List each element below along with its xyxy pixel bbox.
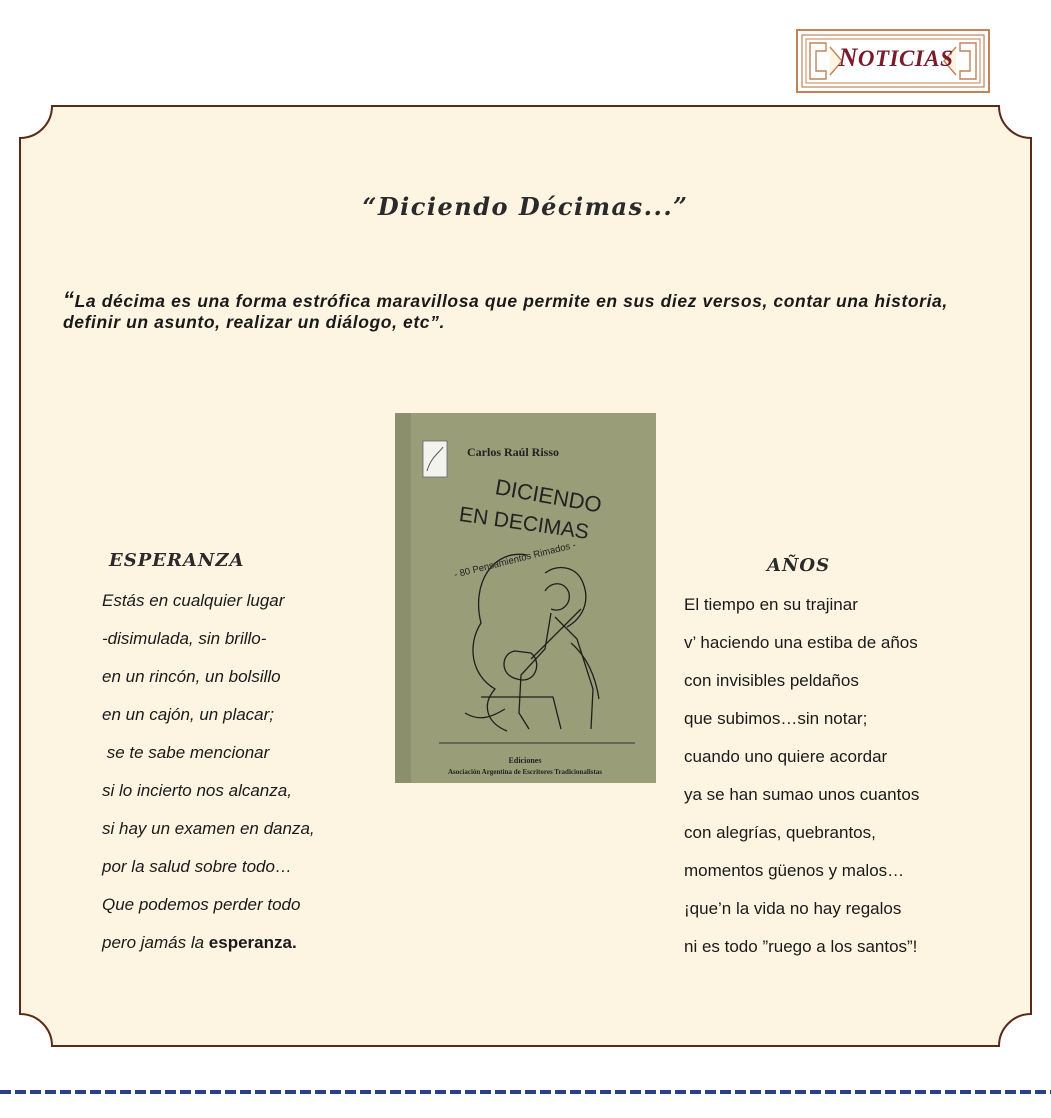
- poem-line: v’ haciendo una estiba de años: [684, 633, 918, 652]
- footer-divider: [0, 1090, 1051, 1094]
- poem-line: si hay un examen en danza,: [102, 819, 315, 838]
- poem-line: en un rincón, un bolsillo: [102, 667, 281, 686]
- poem-line: Estás en cualquier lugar: [102, 591, 285, 610]
- poem-line: momentos güenos y malos…: [684, 861, 905, 880]
- poem-line: con invisibles peldaños: [684, 671, 859, 690]
- quote-text: La décima es una forma estrófica maravillosa que permite en sus diez versos, contar una historia, definir un asunto, realizar un diálogo, etc”.: [63, 291, 948, 332]
- poem-line: cuando uno quiere acordar: [684, 747, 888, 766]
- poem-anos: [684, 594, 919, 974]
- poem-line: se te sabe mencionar: [102, 743, 270, 762]
- poem-line: que subimos…sin notar;: [684, 709, 868, 728]
- cover-subtitle: - 80 Pensamientos Rimados -: [452, 539, 578, 581]
- cover-title-line2: EN DECIMAS: [457, 502, 591, 544]
- poem-line: ni es todo ”ruego a los santos”!: [684, 937, 918, 956]
- poem-line: en un cajón, un placar;: [102, 705, 275, 724]
- poem-esperanza: [102, 590, 315, 970]
- article-quote: [63, 289, 993, 333]
- poem-line: con alegrías, quebrantos,: [684, 823, 876, 842]
- poem-emphasis: esperanza.: [208, 933, 297, 952]
- poem-line: -disimulada, sin brillo-: [102, 629, 267, 648]
- cover-publisher-line2: Asociación Argentina de Escritores Tradicionalistas: [448, 768, 602, 776]
- poem-line-prefix: pero jamás la: [102, 933, 209, 952]
- book-cover-image: [395, 413, 656, 783]
- poem-line: Que podemos perder todo: [102, 895, 301, 914]
- cover-title-line1: DICIENDO: [493, 474, 604, 518]
- poem-line: El tiempo en su trajinar: [684, 595, 858, 614]
- poem-line: ya se han sumao unos cuantos: [684, 785, 920, 804]
- article-title: “Diciendo Décimas...”: [362, 192, 689, 221]
- cover-publisher-line1: Ediciones: [508, 756, 542, 765]
- publisher-logo-icon: [423, 441, 447, 477]
- poem-line-last: [102, 932, 315, 970]
- poem-title-anos: AÑOS: [767, 555, 831, 576]
- cover-author: Carlos Raúl Risso: [467, 445, 560, 459]
- poem-line: por la salud sobre todo…: [102, 857, 292, 876]
- quote-mark: “: [63, 287, 75, 312]
- poem-line: ¡que’n la vida no hay regalos: [684, 899, 902, 918]
- noticias-badge: [796, 29, 990, 93]
- badge-label: NOTICIAS: [838, 43, 954, 72]
- poem-title-esperanza: ESPERANZA: [109, 550, 245, 571]
- poem-line: si lo incierto nos alcanza,: [102, 781, 292, 800]
